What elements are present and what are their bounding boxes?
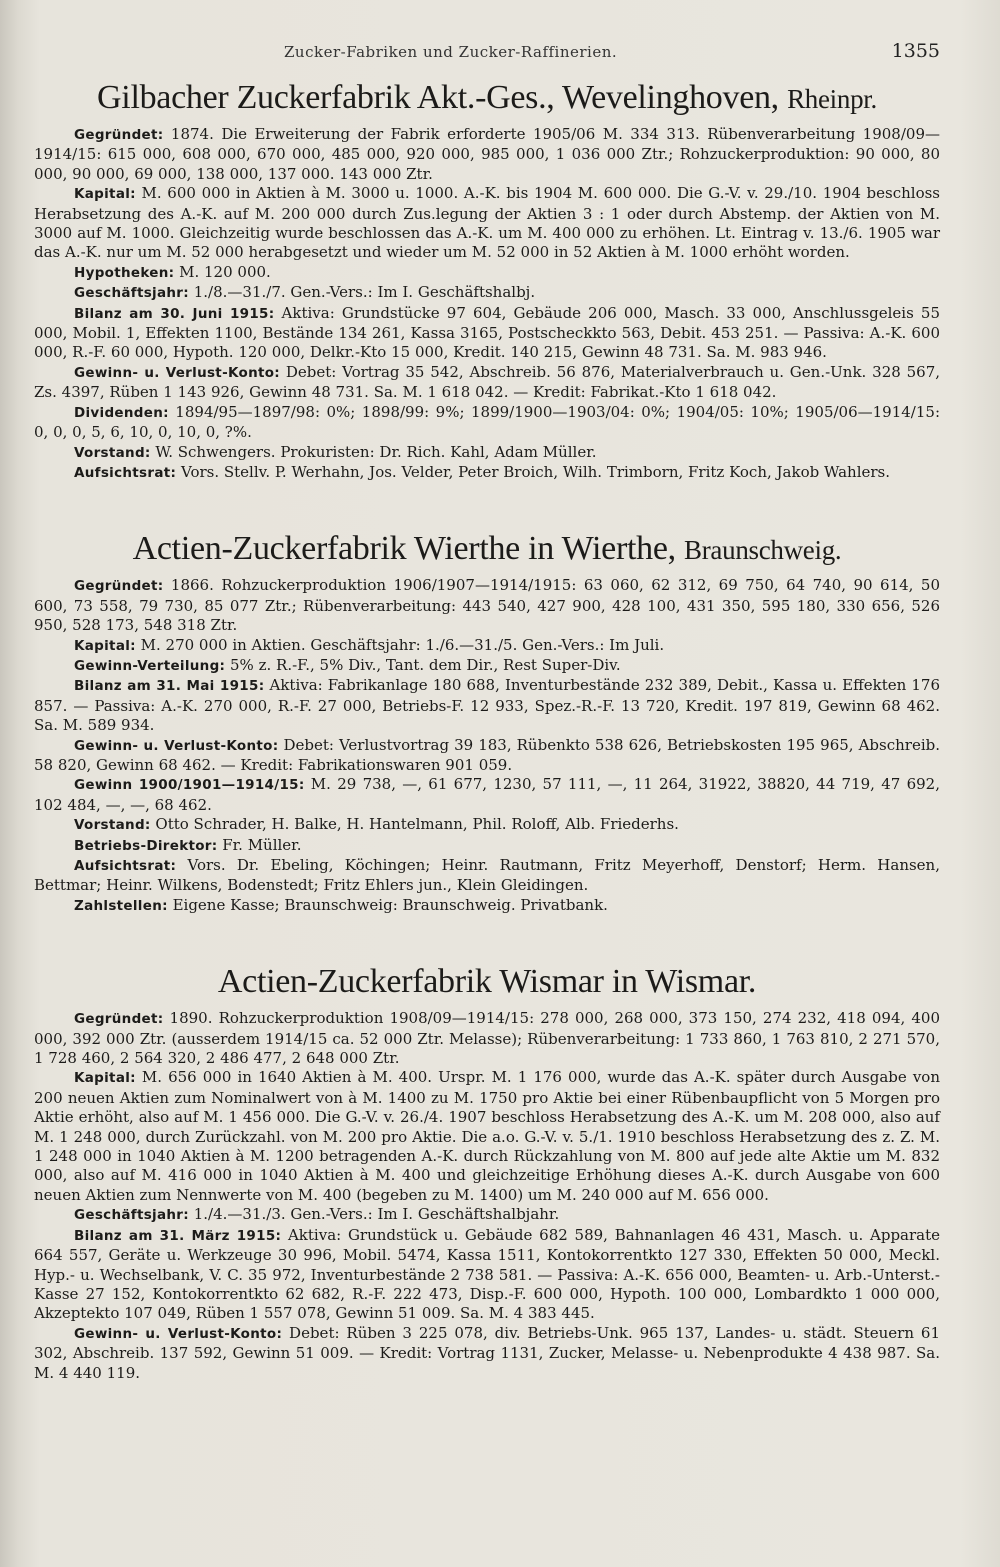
- paragraph-gewinn-verlust: [34, 363, 940, 403]
- page-header: [34, 40, 940, 76]
- field-text: Otto Schrader, H. Balke, H. Hantelmann, Phil. Roloff, Alb. Friederhs.: [150, 815, 679, 834]
- paragraph-gewinn-jahre: [34, 775, 940, 815]
- paragraph-kapital: [34, 636, 940, 656]
- paragraph-geschaeftsjahr: [34, 1205, 940, 1225]
- paragraph-vorstand: [34, 815, 940, 835]
- company-heading: [34, 529, 940, 570]
- field-text: Debet: Vortrag 35 542, Abschreib. 56 876, Materialverbrauch u. Gen.-Unk. 328 567, Zs. 4397, Rüben 1 143 926, Gewinn 48 731. Sa. M. 1 618 042. — Kredit: Fabrikat.-Kto 1 618 042.: [34, 362, 941, 402]
- field-label: Geschäftsjahr:: [74, 285, 189, 302]
- paragraph-gegruendet: [34, 1009, 940, 1068]
- paragraph-gewinn-verteilung: [34, 656, 940, 676]
- field-label: Gegründet:: [74, 127, 164, 143]
- field-text: Vors. Dr. Ebeling, Köchingen; Heinr. Rautmann, Fritz Meyerhoff, Denstorf; Herm. Hansen, Bettmar; Heinr. Wilkens, Bodenstedt; Fritz Ehlers jun., Klein Gleidingen.: [34, 856, 940, 895]
- company-heading: [34, 78, 940, 119]
- field-text: Aktiva: Grundstück u. Gebäude 682 589, Bahnanlagen 46 431, Masch. u. Apparate 664 557, Geräte u. Werkzeuge 30 996, Mobil. 5474, Kassa 1511, Kontokorrentkto 127 330, Effekten 50 000, Meckl. Hyp.- u. Wechselbank, V. C. 35 972, Inventurbestände 2 738 581. — Passiva: A.-K. 656 000, Beamten- u. Arb.-Unterst.-Kasse 27 152, Kontokorrentkto 62 682, R.-F. 222 473, Disp.-F. 600 000, Hypoth. 100 000, Lombardkto 1 000 000, Akzeptekto 107 049, Rüben 1 557 078, Gewinn 51 009. Sa. M. 4 383 445.: [34, 1225, 941, 1323]
- field-text: Debet: Rüben 3 225 078, div. Betriebs-Unk. 965 137, Landes- u. städt. Steuern 61 302, Abschreib. 137 592, Gewinn 51 009. — Kredit: Vortrag 1131, Zucker, Melasse- u. Nebenprodukte 4 438 987. Sa. M. 4 440 119.: [34, 1323, 941, 1382]
- field-label: Bilanz am 31. März 1915:: [74, 1227, 282, 1244]
- field-label: Vorstand:: [74, 817, 151, 834]
- company-name: Actien-Zuckerfabrik Wismar in Wismar.: [217, 963, 757, 1001]
- field-text: 1866. Rohzuckerproduktion 1906/1907—1914/1915: 63 060, 62 312, 69 750, 64 740, 90 614, 50 600, 73 558, 79 730, 85 077 Ztr.; Rübenverarbeitung: 443 540, 427 900, 428 100, 431 350, 595 180, 330 656, 526 950, 528 173, 548 318 Ztr.: [34, 576, 940, 635]
- field-text: 5% z. R.-F., 5% Div., Tant. dem Dir., Rest Super-Div.: [225, 655, 621, 674]
- field-text: M. 600 000 in Aktien à M. 3000 u. 1000. A.-K. bis 1904 M. 600 000. Die G.-V. v. 29./10. 1904 beschloss Herabsetzung des A.-K. auf M. 200 000 durch Zus.legung der Aktien 3 : 1 oder durch Abstemp. der Aktien von M. 3000 auf M. 1000. Gleichzeitig wurde beschlossen das A.-K. um M. 400 000 zu erhöhen. Lt. Eintrag v. 13./6. 1905 war das A.-K. nur um M. 52 000 herabgesetzt und wieder um M. 52 000 in 52 Aktien à M. 1000 erhöht worden.: [34, 184, 940, 262]
- field-text: Eigene Kasse; Braunschweig: Braunschweig. Privatbank.: [167, 895, 608, 914]
- field-text: 1894/95—1897/98: 0%; 1898/99: 9%; 1899/1900—1903/04: 0%; 1904/05: 10%; 1905/06—1914/15: 0, 0, 0, 5, 6, 10, 0, 10, 0, ?%.: [34, 402, 940, 442]
- paragraph-gegruendet: [34, 576, 940, 635]
- field-label: Hypotheken:: [74, 264, 175, 281]
- paragraph-kapital: [34, 184, 940, 263]
- field-label: Dividenden:: [74, 404, 169, 421]
- field-label: Gewinn- u. Verlust-Konto:: [74, 1325, 283, 1342]
- field-text: 1890. Rohzuckerproduktion 1908/09—1914/15: 278 000, 268 000, 373 150, 274 232, 418 094, 400 000, 392 000 Ztr. (ausserdem 1914/15 ca. 52 000 Ztr. Melasse); Rübenverarbeitung: 1 733 860, 1 763 810, 2 271 570, 1 728 460, 2 564 320, 2 486 477, 2 648 000 Ztr.: [34, 1009, 940, 1068]
- field-text: Vors. Stellv. P. Werhahn, Jos. Velder, Peter Broich, Wilh. Trimborn, Fritz Koch, Jakob Wahlers.: [176, 462, 891, 481]
- field-label: Gegründet:: [74, 578, 164, 595]
- company-name: Actien-Zuckerfabrik Wierthe in Wierthe,: [132, 530, 676, 568]
- page-number: 1355: [891, 40, 940, 62]
- field-text: M. 270 000 in Aktien. Geschäftsjahr: 1./6.—31./5. Gen.-Vers.: Im Juli.: [135, 635, 665, 654]
- field-text: M. 120 000.: [174, 262, 271, 281]
- field-label: Gewinn-Verteilung:: [74, 657, 226, 674]
- field-text: M. 29 738, —, 61 677, 1230, 57 111, —, 11 264, 31922, 38820, 44 719, 47 692, 102 484, —, —, 68 462.: [34, 775, 940, 814]
- field-label: Vorstand:: [74, 444, 151, 461]
- paragraph-hypotheken: [34, 263, 940, 283]
- field-label: Gegründet:: [74, 1011, 164, 1028]
- company-name: Gilbacher Zuckerfabrik Akt.-Ges., Wevelinghoven,: [97, 79, 779, 116]
- company-entry-wismar: [34, 962, 940, 1383]
- paragraph-bilanz: [34, 304, 940, 363]
- company-heading: [34, 962, 940, 1003]
- field-text: Aktiva: Grundstücke 97 604, Gebäude 206 000, Masch. 33 000, Anschlussgeleis 55 000, Mobil. 1, Effekten 1100, Bestände 134 261, Kassa 3165, Postscheckkto 563, Debit. 453 251. — Passiva: A.-K. 600 000, R.-F. 60 000, Hypoth. 120 000, Delkr.-Kto 15 000, Kredit. 140 215, Gewinn 48 731. Sa. M. 983 946.: [34, 303, 940, 362]
- field-label: Bilanz am 30. Juni 1915:: [74, 305, 275, 322]
- company-location: Rheinpr.: [787, 84, 877, 114]
- paragraph-betriebs-direktor: [34, 836, 940, 856]
- running-title: Zucker-Fabriken und Zucker-Raffinerien.: [284, 43, 618, 61]
- paragraph-aufsichtsrat: [34, 856, 940, 896]
- field-label: Aufsichtsrat:: [74, 858, 177, 874]
- paragraph-bilanz: [34, 1226, 940, 1324]
- company-entry-gilbacher: [34, 78, 940, 483]
- field-text: 1./8.—31./7. Gen.-Vers.: Im I. Geschäftshalbj.: [188, 283, 536, 302]
- paragraph-geschaeftsjahr: [34, 283, 940, 303]
- company-location: Braunschweig.: [684, 535, 842, 566]
- paragraph-zahlstellen: [34, 896, 940, 916]
- field-text: 1874. Die Erweiterung der Fabrik erforderte 1905/06 M. 334 313. Rübenverarbeitung 1908/09—1914/15: 615 000, 608 000, 670 000, 485 000, 920 000, 985 000, 1 036 000 Ztr.; Rohzuckerproduktion: 90 000, 80 000, 90 000, 69 000, 138 000, 137 000. 143 000 Ztr.: [34, 125, 940, 183]
- field-text: Fr. Müller.: [217, 835, 302, 854]
- field-label: Kapital:: [74, 1070, 136, 1087]
- field-label: Gewinn- u. Verlust-Konto:: [74, 737, 279, 754]
- field-label: Aufsichtsrat:: [74, 464, 177, 481]
- field-label: Zahlstellen:: [74, 897, 168, 914]
- company-entry-wierthe: [34, 529, 940, 916]
- field-text: Aktiva: Fabrikanlage 180 688, Inventurbestände 232 389, Debit., Kassa u. Effekten 176 857. — Passiva: A.-K. 270 000, R.-F. 27 000, Betriebs-F. 12 933, Spez.-R.-F. 13 720, Kredit. 197 819, Gewinn 68 462. Sa. M. 589 934.: [34, 676, 940, 735]
- field-text: W. Schwengers. Prokuristen: Dr. Rich. Kahl, Adam Müller.: [150, 442, 597, 461]
- field-label: Kapital:: [74, 186, 136, 203]
- paragraph-vorstand: [34, 443, 940, 463]
- field-label: Gewinn 1900/1901—1914/15:: [74, 777, 305, 794]
- paragraph-gewinn-verlust: [34, 1324, 940, 1383]
- field-label: Kapital:: [74, 637, 136, 654]
- field-text: 1./4.—31./3. Gen.-Vers.: Im I. Geschäftshalbjahr.: [188, 1205, 560, 1224]
- field-label: Gewinn- u. Verlust-Konto:: [74, 364, 281, 381]
- paragraph-gegruendet: [34, 125, 940, 184]
- field-label: Betriebs-Direktor:: [74, 837, 218, 854]
- field-text: Debet: Verlustvortrag 39 183, Rübenkto 538 626, Betriebskosten 195 965, Abschreib. 58 820, Gewinn 68 462. — Kredit: Fabrikationswaren 901 059.: [34, 735, 940, 774]
- paragraph-gewinn-verlust: [34, 736, 940, 776]
- paragraph-aufsichtsrat: [34, 463, 940, 483]
- paragraph-dividenden: [34, 403, 940, 443]
- paragraph-kapital: [34, 1068, 940, 1205]
- field-text: M. 656 000 in 1640 Aktien à M. 400. Urspr. M. 1 176 000, wurde das A.-K. später durch Ausgabe von 200 neuen Aktien zum Nominalwert von à M. 1400 zu M. 1750 pro Aktie bei einer Rübenbaupflicht von 5 Morgen pro Aktie erhöht, also auf M. 1 456 000. Die G.-V. v. 26./4. 1907 beschloss Herabsetzung des A.-K. um M. 208 000, also auf M. 1 248 000, durch Zurückzahl. von M. 200 pro Aktie. Die a.o. G.-V. v. 5./1. 1910 beschloss Herabsetzung des z. Z. M. 1 248 000 in 1040 Aktien à M. 1200 betragenden A.-K. durch Rückzahlung von M. 800 auf jede alte Aktie um M. 832 000, also auf M. 416 000 in 1040 Aktien à M. 400 und gleichzeitige Erhöhung dieses A.-K. durch Ausgabe von 600 neuen Aktien zum Nennwerte von M. 400 (begeben zu M. 1400) um M. 240 000 auf M. 656 000.: [34, 1068, 940, 1204]
- field-label: Geschäftsjahr:: [74, 1207, 189, 1224]
- paragraph-bilanz: [34, 676, 940, 735]
- field-label: Bilanz am 31. Mai 1915:: [74, 678, 265, 695]
